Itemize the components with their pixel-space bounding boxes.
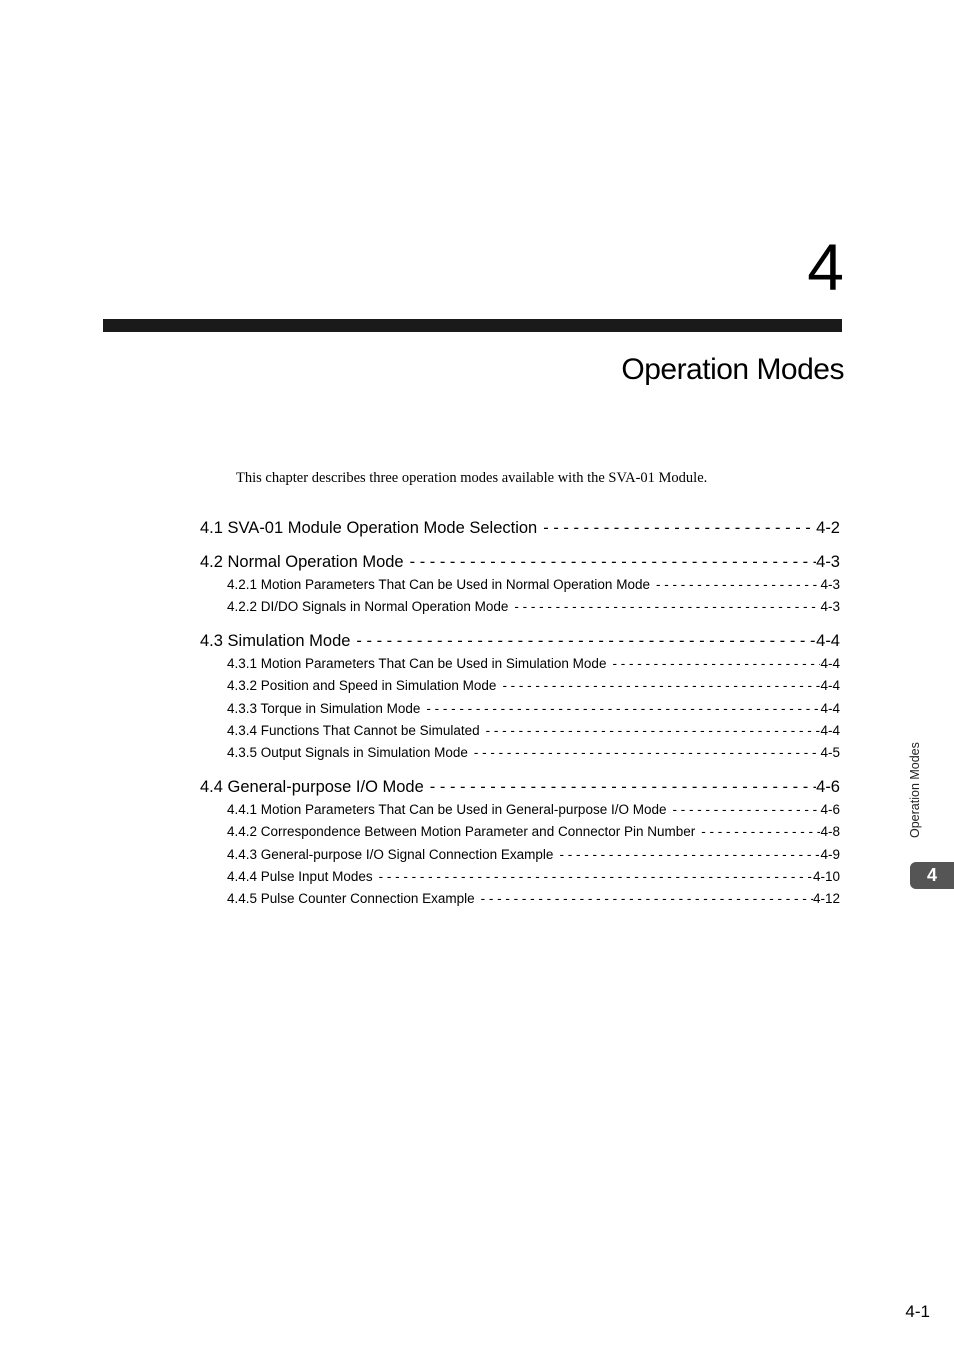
toc-subentry[interactable] — [200, 821, 840, 843]
side-tab-chapter-number: 4 — [910, 862, 954, 889]
toc-subentry-page: 4-4 — [820, 722, 840, 738]
toc-entry-title: 4.3 Simulation Mode — [200, 631, 351, 650]
toc-subentry[interactable] — [200, 596, 840, 618]
toc-leader — [480, 720, 821, 742]
toc-entry-page: 4-2 — [816, 519, 840, 537]
toc-leader — [373, 866, 813, 888]
toc-leader — [666, 799, 820, 821]
toc-subentry-page: 4-9 — [820, 846, 840, 862]
toc-subentry[interactable] — [200, 888, 840, 910]
toc-subentry-title: 4.4.1 Motion Parameters That Can be Used in General-purpose I/O Mode — [227, 801, 667, 817]
toc-subentry[interactable] — [200, 742, 840, 764]
toc-subentry-title: 4.4.4 Pulse Input Modes — [227, 868, 373, 884]
toc-subentry-title: 4.3.1 Motion Parameters That Can be Used in Simulation Mode — [227, 655, 607, 671]
toc-entry-title: 4.1 SVA-01 Module Operation Mode Selection — [200, 519, 538, 537]
toc-leader — [650, 574, 821, 596]
toc-leader — [475, 888, 813, 910]
toc-leader — [424, 775, 816, 799]
toc-subentry-title: 4.3.2 Position and Speed in Simulation Mode — [227, 678, 497, 694]
chapter-rule — [103, 319, 842, 332]
toc-leader — [468, 742, 821, 764]
toc-subentry-title: 4.4.3 General-purpose I/O Signal Connection Example — [227, 846, 554, 862]
toc-subentry[interactable] — [200, 698, 840, 720]
toc-leader — [496, 675, 820, 697]
toc-subentry-page: 4-3 — [820, 599, 840, 615]
toc-subentry[interactable] — [200, 574, 840, 596]
toc-leader — [606, 653, 820, 675]
toc-leader — [350, 629, 816, 653]
table-of-contents — [200, 516, 840, 911]
toc-entry[interactable] — [200, 516, 840, 540]
toc-subentry-page: 4-4 — [820, 655, 840, 671]
chapter-number: 4 — [807, 230, 844, 304]
toc-entry-page: 4-3 — [816, 553, 840, 571]
toc-subentry-page: 4-3 — [820, 577, 840, 592]
toc-subentry-page: 4-6 — [820, 801, 840, 817]
toc-leader — [553, 844, 820, 866]
toc-subentry-title: 4.3.5 Output Signals in Simulation Mode — [227, 745, 468, 761]
toc-subentry-page: 4-8 — [820, 824, 840, 840]
toc-leader — [404, 550, 817, 574]
page-number: 4-1 — [905, 1302, 930, 1321]
toc-subentry[interactable] — [200, 675, 840, 697]
toc-entry-title: 4.2 Normal Operation Mode — [200, 553, 404, 571]
toc-subentry-title: 4.2.2 DI/DO Signals in Normal Operation Mode — [227, 599, 509, 615]
chapter-title: Operation Modes — [621, 353, 844, 386]
toc-leader — [695, 821, 820, 843]
toc-subentry-title: 4.3.4 Functions That Cannot be Simulated — [227, 722, 480, 738]
toc-subentry[interactable] — [200, 844, 840, 866]
toc-entry[interactable] — [200, 550, 840, 574]
toc-subentry-title: 4.2.1 Motion Parameters That Can be Used in Normal Operation Mode — [227, 577, 650, 592]
toc-entry[interactable] — [200, 629, 840, 653]
toc-entry-title: 4.4 General-purpose I/O Mode — [200, 777, 424, 796]
toc-leader — [420, 698, 820, 720]
toc-subentry[interactable] — [200, 799, 840, 821]
toc-subentry-title: 4.4.5 Pulse Counter Connection Example — [227, 891, 475, 907]
chapter-intro: This chapter describes three operation modes available with the SVA-01 Module. — [236, 470, 708, 486]
toc-subentry[interactable] — [200, 653, 840, 675]
toc-entry-page: 4-4 — [816, 631, 840, 650]
toc-leader — [537, 516, 816, 540]
side-tab-label: Operation Modes — [908, 742, 922, 838]
toc-subentry[interactable] — [200, 720, 840, 742]
toc-leader — [508, 596, 820, 618]
toc-subentry-page: 4-5 — [820, 745, 840, 761]
toc-subentry-title: 4.3.3 Torque in Simulation Mode — [227, 700, 421, 716]
toc-subentry-title: 4.4.2 Correspondence Between Motion Parameter and Connector Pin Number — [227, 824, 696, 840]
toc-subentry-page: 4-12 — [812, 891, 840, 907]
toc-subentry[interactable] — [200, 866, 840, 888]
toc-subentry-page: 4-10 — [812, 868, 840, 884]
toc-subentry-page: 4-4 — [820, 678, 840, 694]
toc-entry-page: 4-6 — [816, 777, 840, 796]
toc-entry[interactable] — [200, 775, 840, 799]
toc-subentry-page: 4-4 — [820, 700, 840, 716]
